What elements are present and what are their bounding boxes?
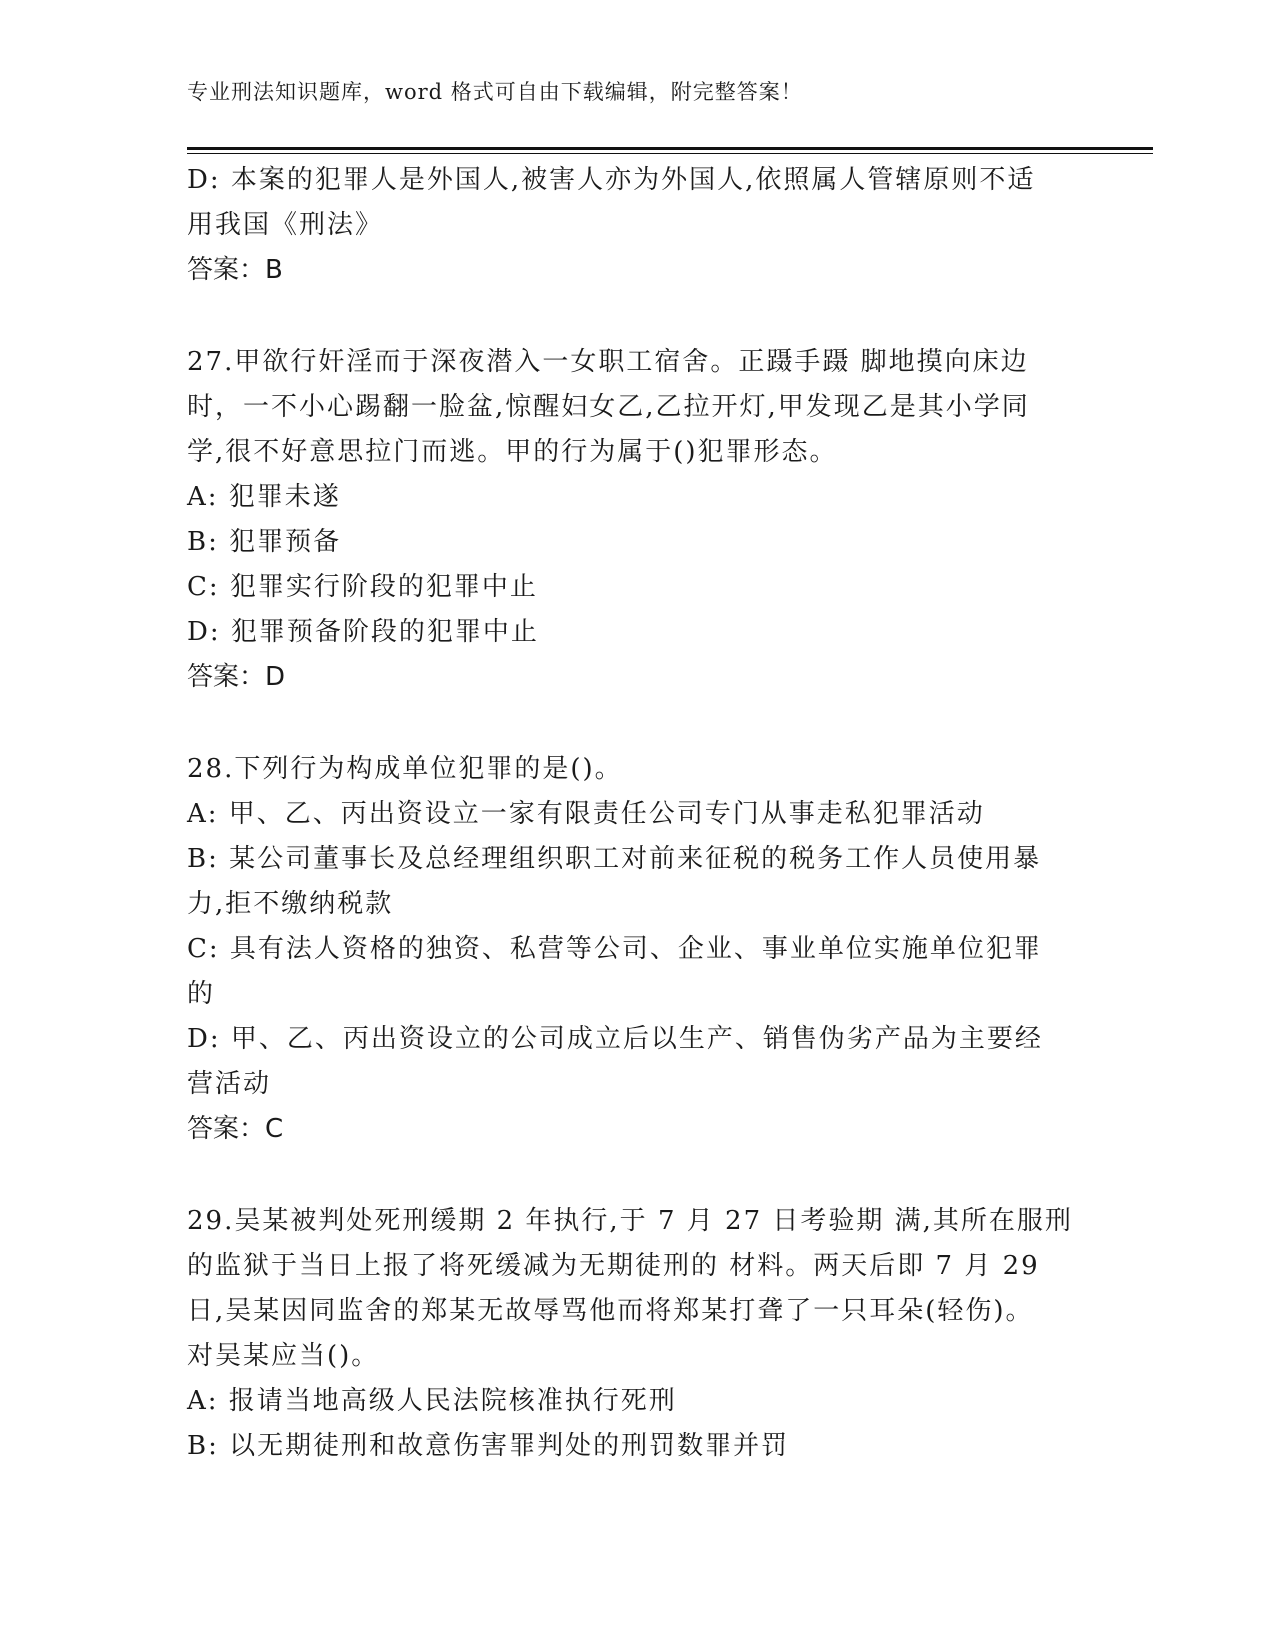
question-stem: 时，一不小心踢翻一脸盆,惊醒妇女乙,乙拉开灯,甲发现乙是其小学同: [187, 392, 1030, 422]
text-line: D: 本案的犯罪人是外国人,被害人亦为外国人,依照属人管辖原则不适: [187, 165, 1036, 195]
option-c: C: 犯罪实行阶段的犯罪中止: [187, 572, 538, 602]
question-block: [187, 340, 1087, 700]
option-c: 的: [187, 979, 216, 1009]
answer-line: 答案：D: [187, 662, 286, 692]
question-stem: 27.甲欲行奸淫而于深夜潜入一女职工宿舍。正蹑手蹑 脚地摸向床边: [187, 347, 1029, 377]
question-block: [187, 747, 1087, 1152]
question-stem: 的监狱于当日上报了将死缓减为无期徒刑的 材料。两天后即 7 月 29: [187, 1251, 1040, 1281]
page-header: 专业刑法知识题库，word 格式可自由下载编辑，附完整答案！: [187, 80, 803, 104]
text-line: 用我国《刑法》: [187, 210, 384, 240]
answer-line: 答案：C: [187, 1114, 284, 1144]
option-b: B: 某公司董事长及总经理组织职工对前来征税的税务工作人员使用暴: [187, 844, 1042, 874]
option-c: C: 具有法人资格的独资、私营等公司、企业、事业单位实施单位犯罪: [187, 934, 1042, 964]
option-a: A: 犯罪未遂: [187, 482, 341, 512]
question-stem: 学,很不好意思拉门而逃。甲的行为属于()犯罪形态。: [187, 437, 838, 467]
question-content: [187, 158, 1087, 1469]
option-d: D: 甲、乙、丙出资设立的公司成立后以生产、销售伪劣产品为主要经: [187, 1024, 1043, 1054]
option-b: B: 犯罪预备: [187, 527, 342, 557]
answer-line: 答案：B: [187, 255, 283, 285]
option-a: A: 报请当地高级人民法院核准执行死刑: [187, 1386, 677, 1416]
question-stem: 对吴某应当()。: [187, 1341, 380, 1371]
header-rule-thin: [187, 153, 1153, 154]
option-b: B: 以无期徒刑和故意伤害罪判处的刑罚数罪并罚: [187, 1431, 790, 1461]
option-b: 力,拒不缴纳税款: [187, 889, 394, 919]
question-stem: 日,吴某因同监舍的郑某无故辱骂他而将郑某打聋了一只耳朵(轻伤)。: [187, 1296, 1034, 1326]
question-stem: 29.吴某被判处死刑缓期 2 年执行,于 7 月 27 日考验期 满,其所在服刑: [187, 1206, 1073, 1236]
question-block: [187, 158, 1087, 293]
option-d: D: 犯罪预备阶段的犯罪中止: [187, 617, 539, 647]
header-rule-thick: [187, 147, 1153, 150]
question-stem: 28.下列行为构成单位犯罪的是()。: [187, 754, 623, 784]
question-block: [187, 1199, 1087, 1469]
option-d: 营活动: [187, 1069, 272, 1099]
option-a: A: 甲、乙、丙出资设立一家有限责任公司专门从事走私犯罪活动: [187, 799, 985, 829]
